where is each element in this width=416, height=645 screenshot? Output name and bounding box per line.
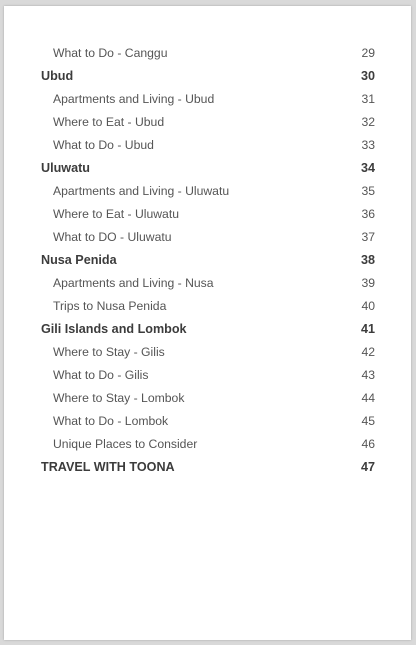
toc-entry-title: What to Do - Ubud — [53, 138, 154, 152]
toc-section[interactable] — [41, 157, 375, 180]
toc-entry[interactable] — [41, 433, 375, 456]
toc-entry-page: 29 — [361, 46, 375, 60]
toc-entry[interactable] — [41, 111, 375, 134]
toc-section-title: Ubud — [41, 69, 74, 83]
document-page — [4, 6, 411, 640]
toc-entry-page: 42 — [361, 345, 375, 359]
toc-entry-page: 46 — [361, 437, 375, 451]
toc-entry-page: 35 — [361, 184, 375, 198]
toc-entry-page: 32 — [361, 115, 375, 129]
toc-entry-page: 40 — [361, 299, 375, 313]
toc-entry[interactable] — [41, 42, 375, 65]
toc-entry-title: Apartments and Living - Nusa — [53, 276, 214, 290]
toc-entry-title: What to Do - Canggu — [53, 46, 168, 60]
toc-entry-title: Apartments and Living - Ubud — [53, 92, 215, 106]
toc-section-page: 34 — [360, 161, 375, 175]
toc-entry[interactable] — [41, 295, 375, 318]
toc-entry-page: 44 — [361, 391, 375, 405]
toc-entry[interactable] — [41, 88, 375, 111]
toc-section[interactable] — [41, 65, 375, 88]
toc-entry[interactable] — [41, 341, 375, 364]
toc-section-page: 47 — [360, 460, 375, 474]
toc-entry[interactable] — [41, 226, 375, 249]
toc-entry-title: What to Do - Gilis — [53, 368, 149, 382]
toc-entry-title: Trips to Nusa Penida — [53, 299, 167, 313]
toc-section[interactable] — [41, 249, 375, 272]
toc-entry[interactable] — [41, 387, 375, 410]
toc-entry-page: 33 — [361, 138, 375, 152]
toc-section[interactable] — [41, 456, 375, 479]
toc-entry[interactable] — [41, 272, 375, 295]
toc-section-page: 38 — [360, 253, 375, 267]
toc-section-title: Nusa Penida — [41, 253, 117, 267]
toc-entry-title: What to Do - Lombok — [53, 414, 169, 428]
toc-entry-title: Unique Places to Consider — [53, 437, 198, 451]
toc-entry[interactable] — [41, 364, 375, 387]
toc-entry-title: Where to Eat - Uluwatu — [53, 207, 179, 221]
toc-entry-page: 31 — [361, 92, 375, 106]
toc-entry-page: 45 — [361, 414, 375, 428]
toc-entry-title: Apartments and Living - Uluwatu — [53, 184, 230, 198]
toc-entry-page: 36 — [361, 207, 375, 221]
toc-section-page: 30 — [360, 69, 375, 83]
toc-entry-title: What to DO - Uluwatu — [53, 230, 172, 244]
toc-entry[interactable] — [41, 410, 375, 433]
toc-entry-page: 43 — [361, 368, 375, 382]
toc-entry-title: Where to Stay - Lombok — [53, 391, 185, 405]
toc-section-title: Gili Islands and Lombok — [41, 322, 187, 336]
toc-section-title: TRAVEL WITH TOONA — [41, 460, 175, 474]
table-of-contents — [41, 42, 375, 479]
toc-entry[interactable] — [41, 180, 375, 203]
toc-entry-page: 39 — [361, 276, 375, 290]
toc-entry-title: Where to Eat - Ubud — [53, 115, 165, 129]
toc-entry-title: Where to Stay - Gilis — [53, 345, 165, 359]
toc-entry[interactable] — [41, 134, 375, 157]
toc-section-title: Uluwatu — [41, 161, 90, 175]
toc-entry-page: 37 — [361, 230, 375, 244]
toc-section[interactable] — [41, 318, 375, 341]
toc-entry[interactable] — [41, 203, 375, 226]
toc-section-page: 41 — [360, 322, 375, 336]
